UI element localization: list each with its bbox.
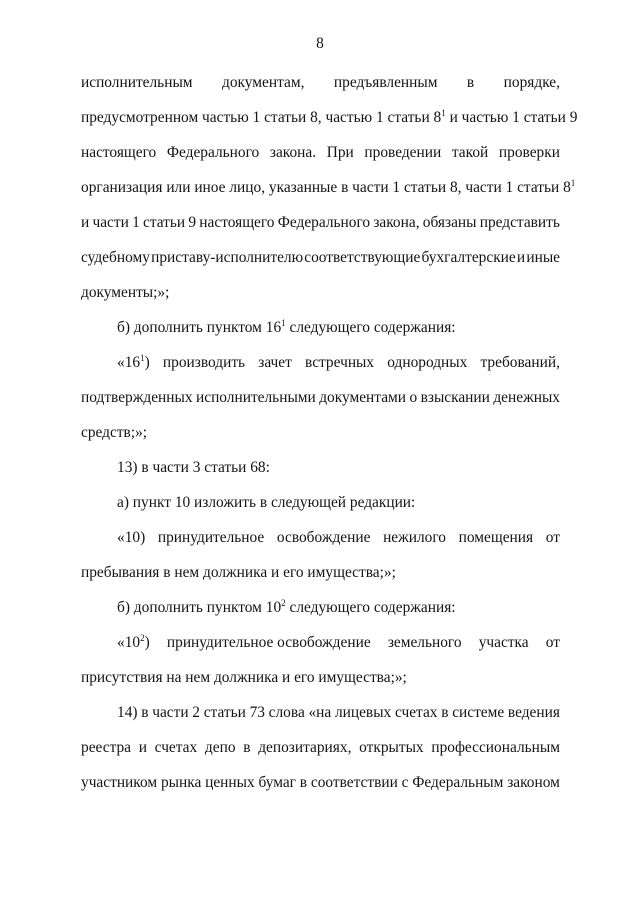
word: системе [452,704,505,721]
word: представить [479,214,560,231]
word: участником [81,774,158,791]
text-line-9 [117,353,560,373]
word: соответствии [310,774,398,791]
word: от [545,529,560,546]
word: в [299,774,308,791]
word: профессиональным [431,739,560,756]
word: Федерального [277,214,371,231]
word: 2 [192,704,200,721]
word: рынка [160,774,202,791]
word: зачет [258,354,292,371]
word: ведения [507,704,560,721]
word: участка [478,634,529,651]
text-line-7: документы;»; [81,284,170,301]
word: земельного [387,634,462,651]
word: статьи [142,214,186,231]
word: лицевых [334,704,392,721]
word: слова [268,704,305,721]
word: нежилого [383,529,447,546]
word: исполнительным [81,74,193,91]
text-line-20 [81,738,560,758]
word: о [409,389,418,406]
text-line-3 [81,143,560,163]
word: Федеральным [412,774,504,791]
word: обязаны [422,214,477,231]
word: депо [204,739,236,756]
text-line-5 [81,213,560,233]
word: ценных [205,774,255,791]
word: в [141,704,149,721]
word: в [441,704,449,721]
word: «10) [117,529,146,546]
word: исполнительными [196,389,316,406]
word: проведении [364,144,442,161]
text-line-4: организация или иное лицо, указанные в части 1 статьи 8, части 1 статьи $8^1$ [81,178,576,196]
word: закона, [373,214,420,231]
text-line-1 [81,73,560,93]
word: «на [308,704,332,721]
word: в [466,74,475,91]
word: документам, [222,74,305,91]
word: открытых [359,739,424,756]
word: статьи [203,704,246,721]
word: и [138,739,147,756]
text-line-6 [81,248,560,268]
item-10-2-marker: «$10^2$) [117,633,150,651]
text-line-18: присутствия на нем должника и его имущества;»; [81,669,407,686]
text-line-2: предусмотренном частью 1 статьи 8, частью 1 статьи $8^1$ и частью 1 статьи 9 [81,108,578,126]
word: однородных [387,354,468,371]
word: законом [507,774,560,791]
word: судебному [81,249,150,266]
word: документами [319,389,407,406]
word: помещения [458,529,534,546]
word: реестра [81,739,132,756]
word: счетах [394,704,438,721]
word: Федерального [166,144,260,161]
text-line-10 [81,388,560,408]
word: проверки [498,144,560,161]
text-line-21 [81,773,560,793]
word: в [243,739,251,756]
word: и [516,249,526,266]
text-line-16: б) дополнить пунктом $10^2$ следующего содержания: [117,598,456,616]
text-line-19 [117,703,560,723]
word: взыскании [420,389,490,406]
text-line-8: б) дополнить пунктом $16^1$ следующего содержания: [117,318,456,336]
word: денежных [493,389,560,406]
text-line-17 [117,633,560,653]
text-line-14 [117,528,560,548]
word: с [401,774,409,791]
word: соответствующие [304,249,421,266]
text-line-15: пребывания в нем должника и его имущества;»; [81,564,396,581]
word: подтвержденных [81,389,193,406]
word: части [92,214,129,231]
text-line-12: 13) в части 3 статьи 68: [117,459,270,476]
word: 1 [132,214,140,231]
word: производить [162,354,246,371]
word: части [152,704,189,721]
text-line-13: а) пункт 10 изложить в следующей редакции: [117,494,416,511]
word: настоящего [81,144,157,161]
word: приставу-исполнителю [151,249,304,266]
word: бухгалтерские [421,249,516,266]
word: принудительное [157,529,265,546]
word: освобождение [276,529,371,546]
word: такой [451,144,489,161]
item-16-1-marker: «$16^1$) [117,353,150,371]
word: встречных [305,354,375,371]
word: и [81,214,90,231]
word: требований, [480,354,560,371]
word: 73 [249,704,265,721]
word: При [326,144,354,161]
word: от [545,634,560,651]
word: закона. [269,144,317,161]
word: предъявленным [333,74,438,91]
word: 14) [117,704,138,721]
word: депозитариях, [258,739,352,756]
word: настоящего [199,214,275,231]
word: бумаг [258,774,296,791]
word: порядке, [503,74,560,91]
word: иные [526,249,560,266]
word: счетах [154,739,198,756]
word: принудительное освобождение [166,634,371,651]
text-line-11: средств;»; [81,424,148,441]
page-number: 8 [316,35,324,52]
word: 9 [188,214,197,231]
